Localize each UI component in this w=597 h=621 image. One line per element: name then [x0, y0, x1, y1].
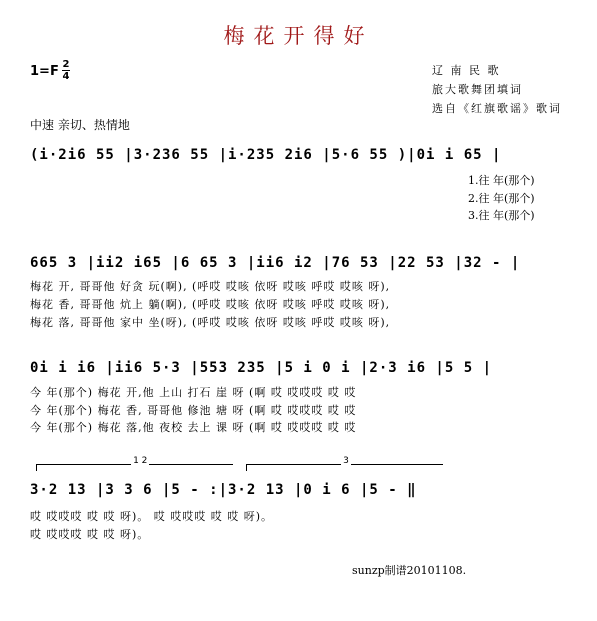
- volta-label-2: 3: [343, 456, 349, 466]
- credit-source: 选自《红旗歌谣》歌词: [432, 102, 562, 115]
- volta-bracket-2: [246, 456, 443, 471]
- lyric-row-3-verse-2: 今 年(那个) 梅花 香, 哥哥他 修池 塘 呀 (啊 哎 哎哎哎 哎 哎: [30, 404, 357, 417]
- volta-label-1: 1 2: [133, 456, 148, 466]
- notation-row-4: 3·2 13 |3 3 6 |5 - :|3·2 13 |0 i 6 |5 - ‖: [30, 482, 417, 498]
- song-title: 梅花开得好: [223, 24, 374, 48]
- time-signature: [62, 60, 70, 81]
- footer-credit: sunzp制谱20101108.: [352, 564, 467, 577]
- credit-lyricist: 旅大歌舞团填词: [432, 83, 523, 96]
- time-signature-bottom: 4: [62, 71, 70, 82]
- lyric-row-4-verse-1: 哎 哎哎哎 哎 哎 呀)。 哎 哎哎哎 哎 哎 呀)。: [30, 510, 274, 523]
- lyric-row-3-verse-3: 今 年(那个) 梅花 落,他 夜校 去上 课 呀 (啊 哎 哎哎哎 哎 哎: [30, 421, 357, 434]
- lyric-row-4-verse-2: 哎 哎哎哎 哎 哎 呀)。: [30, 528, 150, 541]
- tempo-marking: 中速 亲切、热情地: [30, 118, 130, 132]
- lyric-row-3-verse-1: 今 年(那个) 梅花 开,他 上山 打石 崖 呀 (啊 哎 哎哎哎 哎 哎: [30, 386, 357, 399]
- lyric-row-2-verse-2: 梅花 香, 哥哥他 炕上 躺(啊), (呼哎 哎咳 依呀 哎咳 呼哎 哎咳 呀),: [30, 298, 391, 311]
- notation-row-1: (i·2i6 55 |3·236 55 |i·235 2i6 |5·6 55 )|0i i 65 |: [30, 147, 502, 163]
- key-signature: 1=F: [30, 64, 59, 79]
- credit-origin: 辽 南 民 歌: [432, 64, 501, 77]
- verse-label-3: 3.往 年(那个): [468, 209, 535, 222]
- verse-label-2: 2.往 年(那个): [468, 192, 535, 205]
- lyric-row-2-verse-3: 梅花 落, 哥哥他 家中 坐(呀), (呼哎 哎咳 依呀 哎咳 呼哎 哎咳 呀),: [30, 316, 391, 329]
- verse-label-1: 1.往 年(那个): [468, 174, 535, 187]
- notation-row-3: 0i i i6 |ii6 5·3 |553 235 |5 i 0 i |2·3 i6 |5 5 |: [30, 360, 493, 376]
- time-signature-top: 2: [62, 59, 70, 70]
- notation-row-2: 665 3 |ii2 i65 |6 65 3 |ii6 i2 |76 53 |22 53 |32 - |: [30, 255, 521, 271]
- lyric-row-2-verse-1: 梅花 开, 哥哥他 好贪 玩(啊), (呼哎 哎咳 依呀 哎咳 呼哎 哎咳 呀),: [30, 280, 391, 293]
- volta-bracket-1: [36, 456, 233, 471]
